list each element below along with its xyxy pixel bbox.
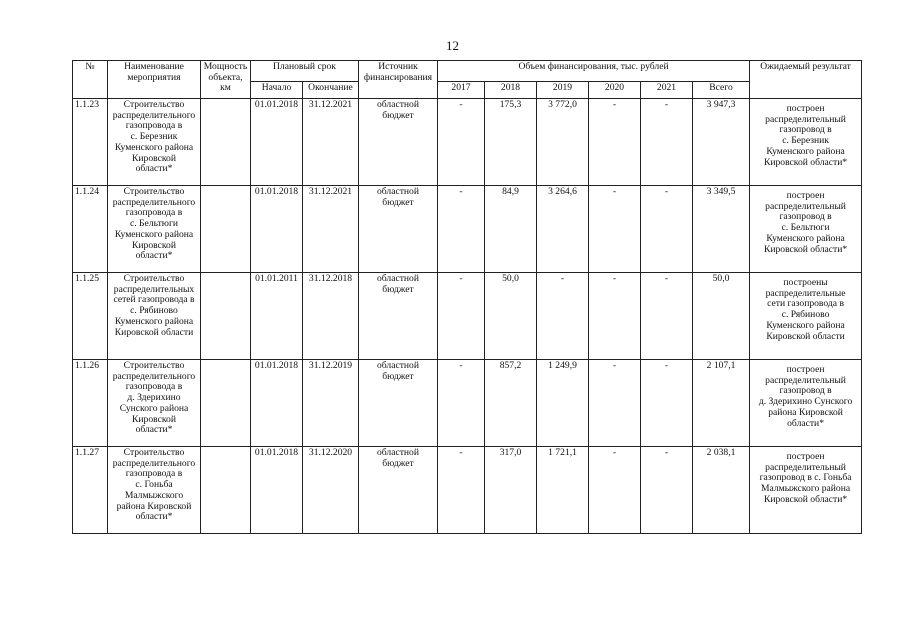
row-capacity [201,186,251,273]
row-num: 1.1.27 [73,447,108,534]
row-result: построен распределительный газопровод в с. Гоньба Малмыжского района Кировской области* [750,447,862,534]
table-row [73,360,862,447]
row-total: 50,0 [693,273,750,360]
row-2019: 3 772,0 [537,99,589,186]
table-row [73,99,862,186]
row-2021: - [641,360,693,447]
row-total: 3 947,3 [693,99,750,186]
row-end: 31.12.2021 [303,186,359,273]
row-2021: - [641,447,693,534]
row-2020: - [589,273,641,360]
header-year-2019: 2019 [537,82,589,99]
row-source: областной бюджет [359,447,438,534]
row-name: Строительство распределительного газопровода в д. Здерихино Сунского района Кировской области* [108,360,201,447]
row-total: 2 038,1 [693,447,750,534]
row-capacity [201,447,251,534]
row-2018: 50,0 [485,273,537,360]
row-num: 1.1.26 [73,360,108,447]
row-start: 01.01.2018 [251,99,303,186]
header-capacity: Мощность объекта, км [201,61,251,99]
row-result: построен распределительный газопровод в д. Здерихино Сунского района Кировской области* [750,360,862,447]
page-number: 12 [446,38,459,53]
row-2017: - [438,360,485,447]
row-2017: - [438,273,485,360]
row-2021: - [641,273,693,360]
funding-table [72,60,862,534]
row-start: 01.01.2011 [251,273,303,360]
row-start: 01.01.2018 [251,447,303,534]
row-2020: - [589,360,641,447]
row-num: 1.1.23 [73,99,108,186]
row-total: 3 349,5 [693,186,750,273]
row-result: построен распределительный газопровод в с. Березник Куменского района Кировской области* [750,99,862,186]
row-num: 1.1.25 [73,273,108,360]
header-name: Наименование мероприятия [108,61,201,99]
row-result: построены распределительные сети газопровода в с. Рябиново Куменского района Кировской области [750,273,862,360]
row-2018: 84,9 [485,186,537,273]
row-2019: - [537,273,589,360]
header-num: № [73,61,108,99]
row-source: областной бюджет [359,360,438,447]
row-2021: - [641,186,693,273]
header-source: Источник финансирования [359,61,438,99]
row-2020: - [589,186,641,273]
row-source: областной бюджет [359,273,438,360]
row-total: 2 107,1 [693,360,750,447]
row-capacity [201,99,251,186]
row-capacity [201,273,251,360]
row-2017: - [438,99,485,186]
row-name: Строительство распределительного газопровода в с. Бельтюги Куменского района Кировской области* [108,186,201,273]
row-2018: 317,0 [485,447,537,534]
header-end: Окончание [303,82,359,99]
table-row [73,186,862,273]
row-source: областной бюджет [359,99,438,186]
row-end: 31.12.2020 [303,447,359,534]
header-year-2017: 2017 [438,82,485,99]
row-name: Строительство распределительных сетей газопровода в с. Рябиново Куменского района Кировской области [108,273,201,360]
row-end: 31.12.2018 [303,273,359,360]
row-num: 1.1.24 [73,186,108,273]
row-2020: - [589,99,641,186]
row-capacity [201,360,251,447]
row-name: Строительство распределительного газопровода в с. Березник Куменского района Кировской области* [108,99,201,186]
header-year-2020: 2020 [589,82,641,99]
table-row [73,447,862,534]
row-2020: - [589,447,641,534]
table-row [73,273,862,360]
row-name: Строительство распределительного газопровода в с. Гоньба Малмыжского района Кировской области* [108,447,201,534]
row-2019: 1 721,1 [537,447,589,534]
header-year-2021: 2021 [641,82,693,99]
row-start: 01.01.2018 [251,186,303,273]
header-row-1 [73,61,862,82]
header-result: Ожидаемый результат [750,61,862,99]
row-end: 31.12.2019 [303,360,359,447]
header-funding: Объем финансирования, тыс. рублей [438,61,750,82]
header-year-2018: 2018 [485,82,537,99]
row-2019: 1 249,9 [537,360,589,447]
header-plan-period: Плановый срок [251,61,359,82]
row-2021: - [641,99,693,186]
row-2018: 175,3 [485,99,537,186]
header-total: Всего [693,82,750,99]
row-end: 31.12.2021 [303,99,359,186]
header-start: Начало [251,82,303,99]
row-result: построен распределительный газопровод в с. Бельтюги Куменского района Кировской области* [750,186,862,273]
row-2019: 3 264,6 [537,186,589,273]
row-2018: 857,2 [485,360,537,447]
row-2017: - [438,447,485,534]
row-source: областной бюджет [359,186,438,273]
row-start: 01.01.2018 [251,360,303,447]
row-2017: - [438,186,485,273]
